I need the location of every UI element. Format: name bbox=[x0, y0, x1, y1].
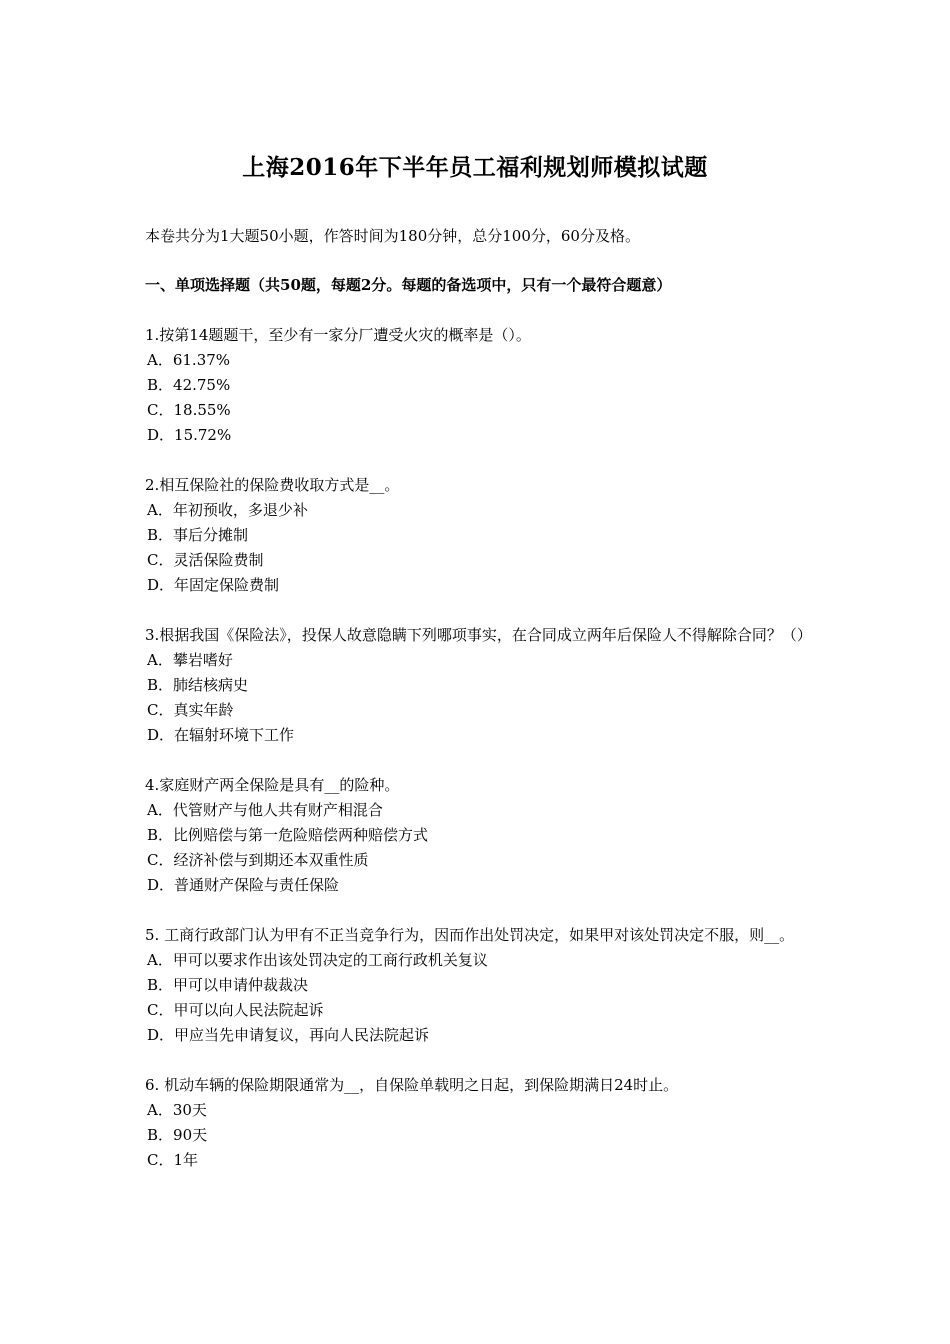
option-d: D．在辐射环境下工作 bbox=[147, 726, 295, 744]
option-a: A．甲可以要求作出该处罚决定的工商行政机关复议 bbox=[147, 951, 488, 969]
option-d: D．甲应当先申请复议，再向人民法院起诉 bbox=[147, 1026, 430, 1044]
document-title: 上海2016年下半年员工福利规划师模拟试题 bbox=[242, 154, 708, 181]
question-3 bbox=[145, 623, 815, 748]
option-c: C．灵活保险费制 bbox=[147, 551, 264, 569]
question-stem: 1.按第14题题干，至少有一家分厂遭受火灾的概率是（）。 bbox=[145, 326, 531, 344]
option-a: A．30天 bbox=[147, 1101, 207, 1119]
option-b: B．比例赔偿与第一危险赔偿两种赔偿方式 bbox=[147, 826, 429, 844]
question-1 bbox=[145, 323, 815, 448]
option-a: A．代管财产与他人共有财产相混合 bbox=[147, 801, 383, 819]
question-4 bbox=[145, 773, 815, 898]
option-c: C．甲可以向人民法院起诉 bbox=[147, 1001, 324, 1019]
option-c: C．1年 bbox=[147, 1151, 199, 1169]
exam-intro: 本卷共分为1大题50小题，作答时间为180分钟，总分100分，60分及格。 bbox=[145, 227, 640, 245]
question-5 bbox=[145, 923, 815, 1048]
question-list bbox=[145, 323, 815, 1198]
option-d: D．年固定保险费制 bbox=[147, 576, 280, 594]
question-stem: 6. 机动车辆的保险期限通常为__，自保险单载明之日起，到保险期满日24时止。 bbox=[145, 1076, 679, 1094]
option-c: C．真实年龄 bbox=[147, 701, 234, 719]
option-b: B．事后分摊制 bbox=[147, 526, 249, 544]
option-b: B．甲可以申请仲裁裁决 bbox=[147, 976, 309, 994]
option-a: A．年初预收，多退少补 bbox=[147, 501, 308, 519]
question-stem: 4.家庭财产两全保险是具有__的险种。 bbox=[145, 776, 400, 794]
option-d: D．15.72% bbox=[147, 426, 232, 444]
question-2 bbox=[145, 473, 815, 598]
option-c: C．经济补偿与到期还本双重性质 bbox=[147, 851, 369, 869]
option-b: B．42.75% bbox=[147, 376, 231, 394]
question-stem: 5. 工商行政部门认为甲有不正当竞争行为，因而作出处罚决定，如果甲对该处罚决定不服，则__。 bbox=[145, 926, 795, 944]
question-stem: 2.相互保险社的保险费收取方式是__。 bbox=[145, 476, 400, 494]
option-b: B．肺结核病史 bbox=[147, 676, 249, 694]
option-d: D．普通财产保险与责任保险 bbox=[147, 876, 340, 894]
option-a: A．61.37% bbox=[147, 351, 231, 369]
section-heading: 一、单项选择题（共50题，每题2分。每题的备选项中，只有一个最符合题意） bbox=[145, 276, 672, 294]
option-a: A．攀岩嗜好 bbox=[147, 651, 233, 669]
question-6 bbox=[145, 1073, 815, 1173]
option-c: C．18.55% bbox=[147, 401, 231, 419]
option-b: B．90天 bbox=[147, 1126, 208, 1144]
question-stem: 3.根据我国《保险法》，投保人故意隐瞒下列哪项事实，在合同成立两年后保险人不得解除合同？（） bbox=[145, 626, 812, 644]
